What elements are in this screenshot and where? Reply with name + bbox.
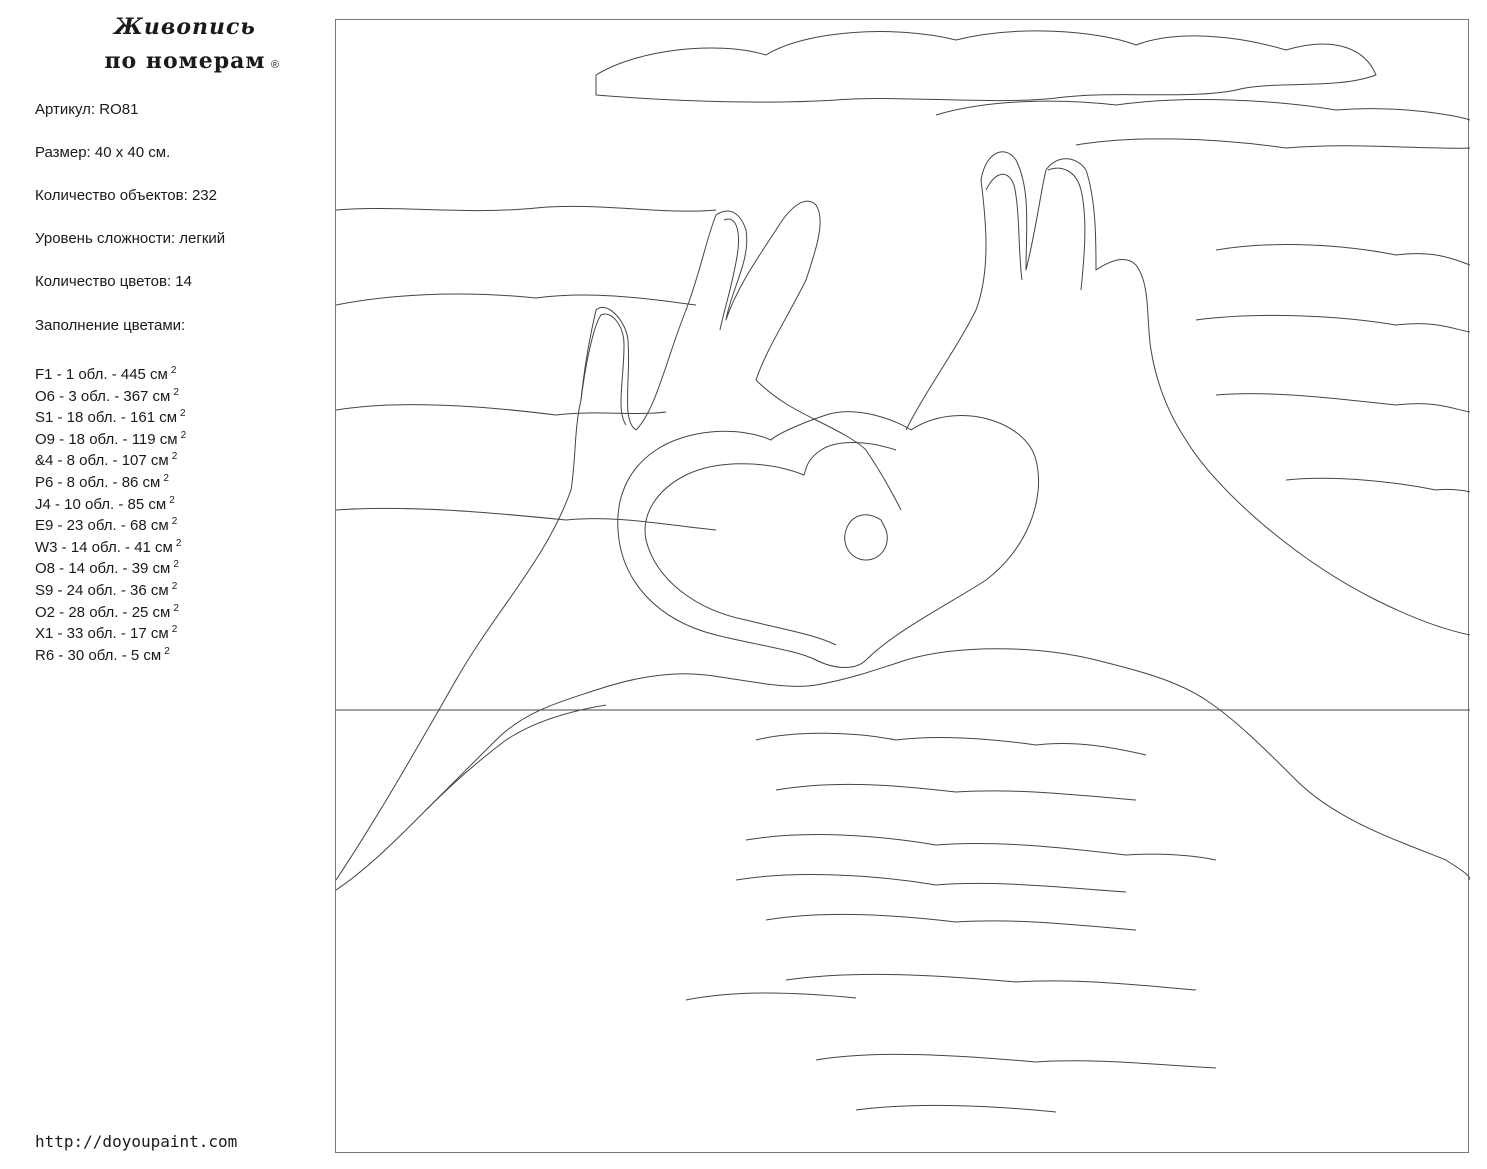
arm-outline [336, 649, 1470, 890]
cloud-outline [596, 31, 1376, 102]
superscript-2: 2 [173, 559, 179, 571]
logo-line-2: по номерам [104, 48, 266, 74]
color-fill-item [35, 576, 186, 598]
color-fill-list [35, 360, 186, 662]
color-fill-text: O2 - 28 обл. - 25 см [35, 603, 171, 621]
water-reflection [786, 974, 1196, 990]
objects-count-label: Количество объектов: 232 [35, 187, 217, 204]
water-reflection [736, 875, 1126, 892]
superscript-2: 2 [170, 365, 177, 376]
superscript-2: 2 [171, 451, 178, 463]
water-reflection [686, 993, 856, 1000]
superscript-2: 2 [173, 386, 179, 398]
heart-outline [618, 412, 1039, 668]
color-fill-text: X1 - 33 обл. - 17 см [35, 625, 169, 643]
cloud-outline [336, 294, 696, 305]
arm-inner [426, 705, 606, 810]
color-fill-text: E9 - 23 обл. - 68 см [35, 517, 169, 535]
color-fill-item [35, 641, 186, 663]
heart-inner [645, 443, 896, 646]
right-hand-outline [906, 152, 1470, 635]
website-link[interactable]: http://doyoupaint.com [35, 1132, 238, 1151]
color-fill-text: R6 - 30 обл. - 5 см [35, 646, 162, 664]
fill-heading: Заполнение цветами: [35, 317, 186, 334]
cloud-outline [1076, 139, 1470, 148]
color-fill-item [35, 425, 186, 447]
superscript-2: 2 [180, 408, 186, 420]
right-hand-inner [986, 174, 1022, 280]
water-reflection [856, 1105, 1056, 1112]
superscript-2: 2 [163, 472, 169, 484]
color-fill-text: J4 - 10 обл. - 85 см [35, 495, 167, 513]
color-fill-text: F1 - 1 обл. - 445 см [35, 366, 168, 383]
water-reflection [746, 835, 1216, 860]
superscript-2: 2 [171, 516, 178, 528]
left-hand-outline [336, 201, 901, 880]
color-fill-item [35, 511, 186, 533]
cloud-outline [936, 100, 1470, 120]
article-label: Артикул: RO81 [35, 101, 139, 118]
color-fill-item [35, 533, 186, 555]
cloud-outline [336, 405, 666, 415]
line-art-drawing [336, 20, 1470, 1154]
superscript-2: 2 [173, 602, 179, 614]
color-fill-text: &4 - 8 обл. - 107 см [35, 452, 169, 470]
water-reflection [756, 733, 1146, 755]
superscript-2: 2 [175, 537, 182, 549]
left-hand-inner [581, 314, 626, 425]
superscript-2: 2 [164, 645, 170, 657]
color-fill-text: O6 - 3 обл. - 367 см [35, 387, 171, 405]
color-fill-item [35, 554, 186, 576]
cloud-outline [336, 206, 716, 211]
color-fill-item [35, 468, 186, 490]
color-fill-item [35, 490, 186, 512]
brand-logo [60, 10, 310, 78]
color-fill-text: O8 - 14 обл. - 39 см [35, 560, 171, 578]
superscript-2: 2 [180, 429, 187, 441]
cloud-outline [1196, 315, 1470, 332]
info-sidebar [0, 0, 330, 1169]
right-finger [1048, 168, 1085, 290]
color-fill-item [35, 446, 186, 468]
logo-line-1: Живопись [114, 14, 256, 40]
difficulty-label: Уровень сложности: легкий [35, 230, 226, 247]
water-reflection [766, 914, 1136, 930]
color-fill-text: W3 - 14 обл. - 41 см [35, 538, 173, 556]
color-fill-item [35, 598, 186, 620]
cloud-outline [1216, 394, 1470, 412]
color-fill-item [35, 360, 186, 382]
cloud-outline [1286, 478, 1470, 492]
cloud-outline [336, 508, 716, 530]
coloring-canvas [335, 19, 1469, 1153]
water-reflection [816, 1054, 1216, 1068]
superscript-2: 2 [169, 494, 175, 506]
superscript-2: 2 [171, 580, 178, 592]
left-finger [720, 219, 738, 330]
color-fill-text: S9 - 24 обл. - 36 см [35, 581, 169, 599]
sun-outline [845, 515, 888, 560]
size-label: Размер: 40 х 40 см. [35, 144, 171, 161]
color-fill-text: P6 - 8 обл. - 86 см [35, 473, 161, 491]
color-fill-item [35, 403, 186, 425]
colors-count-label: Количество цветов: 14 [35, 273, 192, 290]
color-fill-text: O9 - 18 обл. - 119 см [35, 430, 178, 448]
cloud-outline [1216, 245, 1470, 265]
registered-mark: ® [270, 59, 280, 71]
color-fill-item [35, 382, 186, 404]
color-fill-item [35, 619, 186, 641]
color-fill-text: S1 - 18 обл. - 161 см [35, 409, 178, 427]
water-reflection [776, 784, 1136, 800]
superscript-2: 2 [171, 624, 178, 636]
